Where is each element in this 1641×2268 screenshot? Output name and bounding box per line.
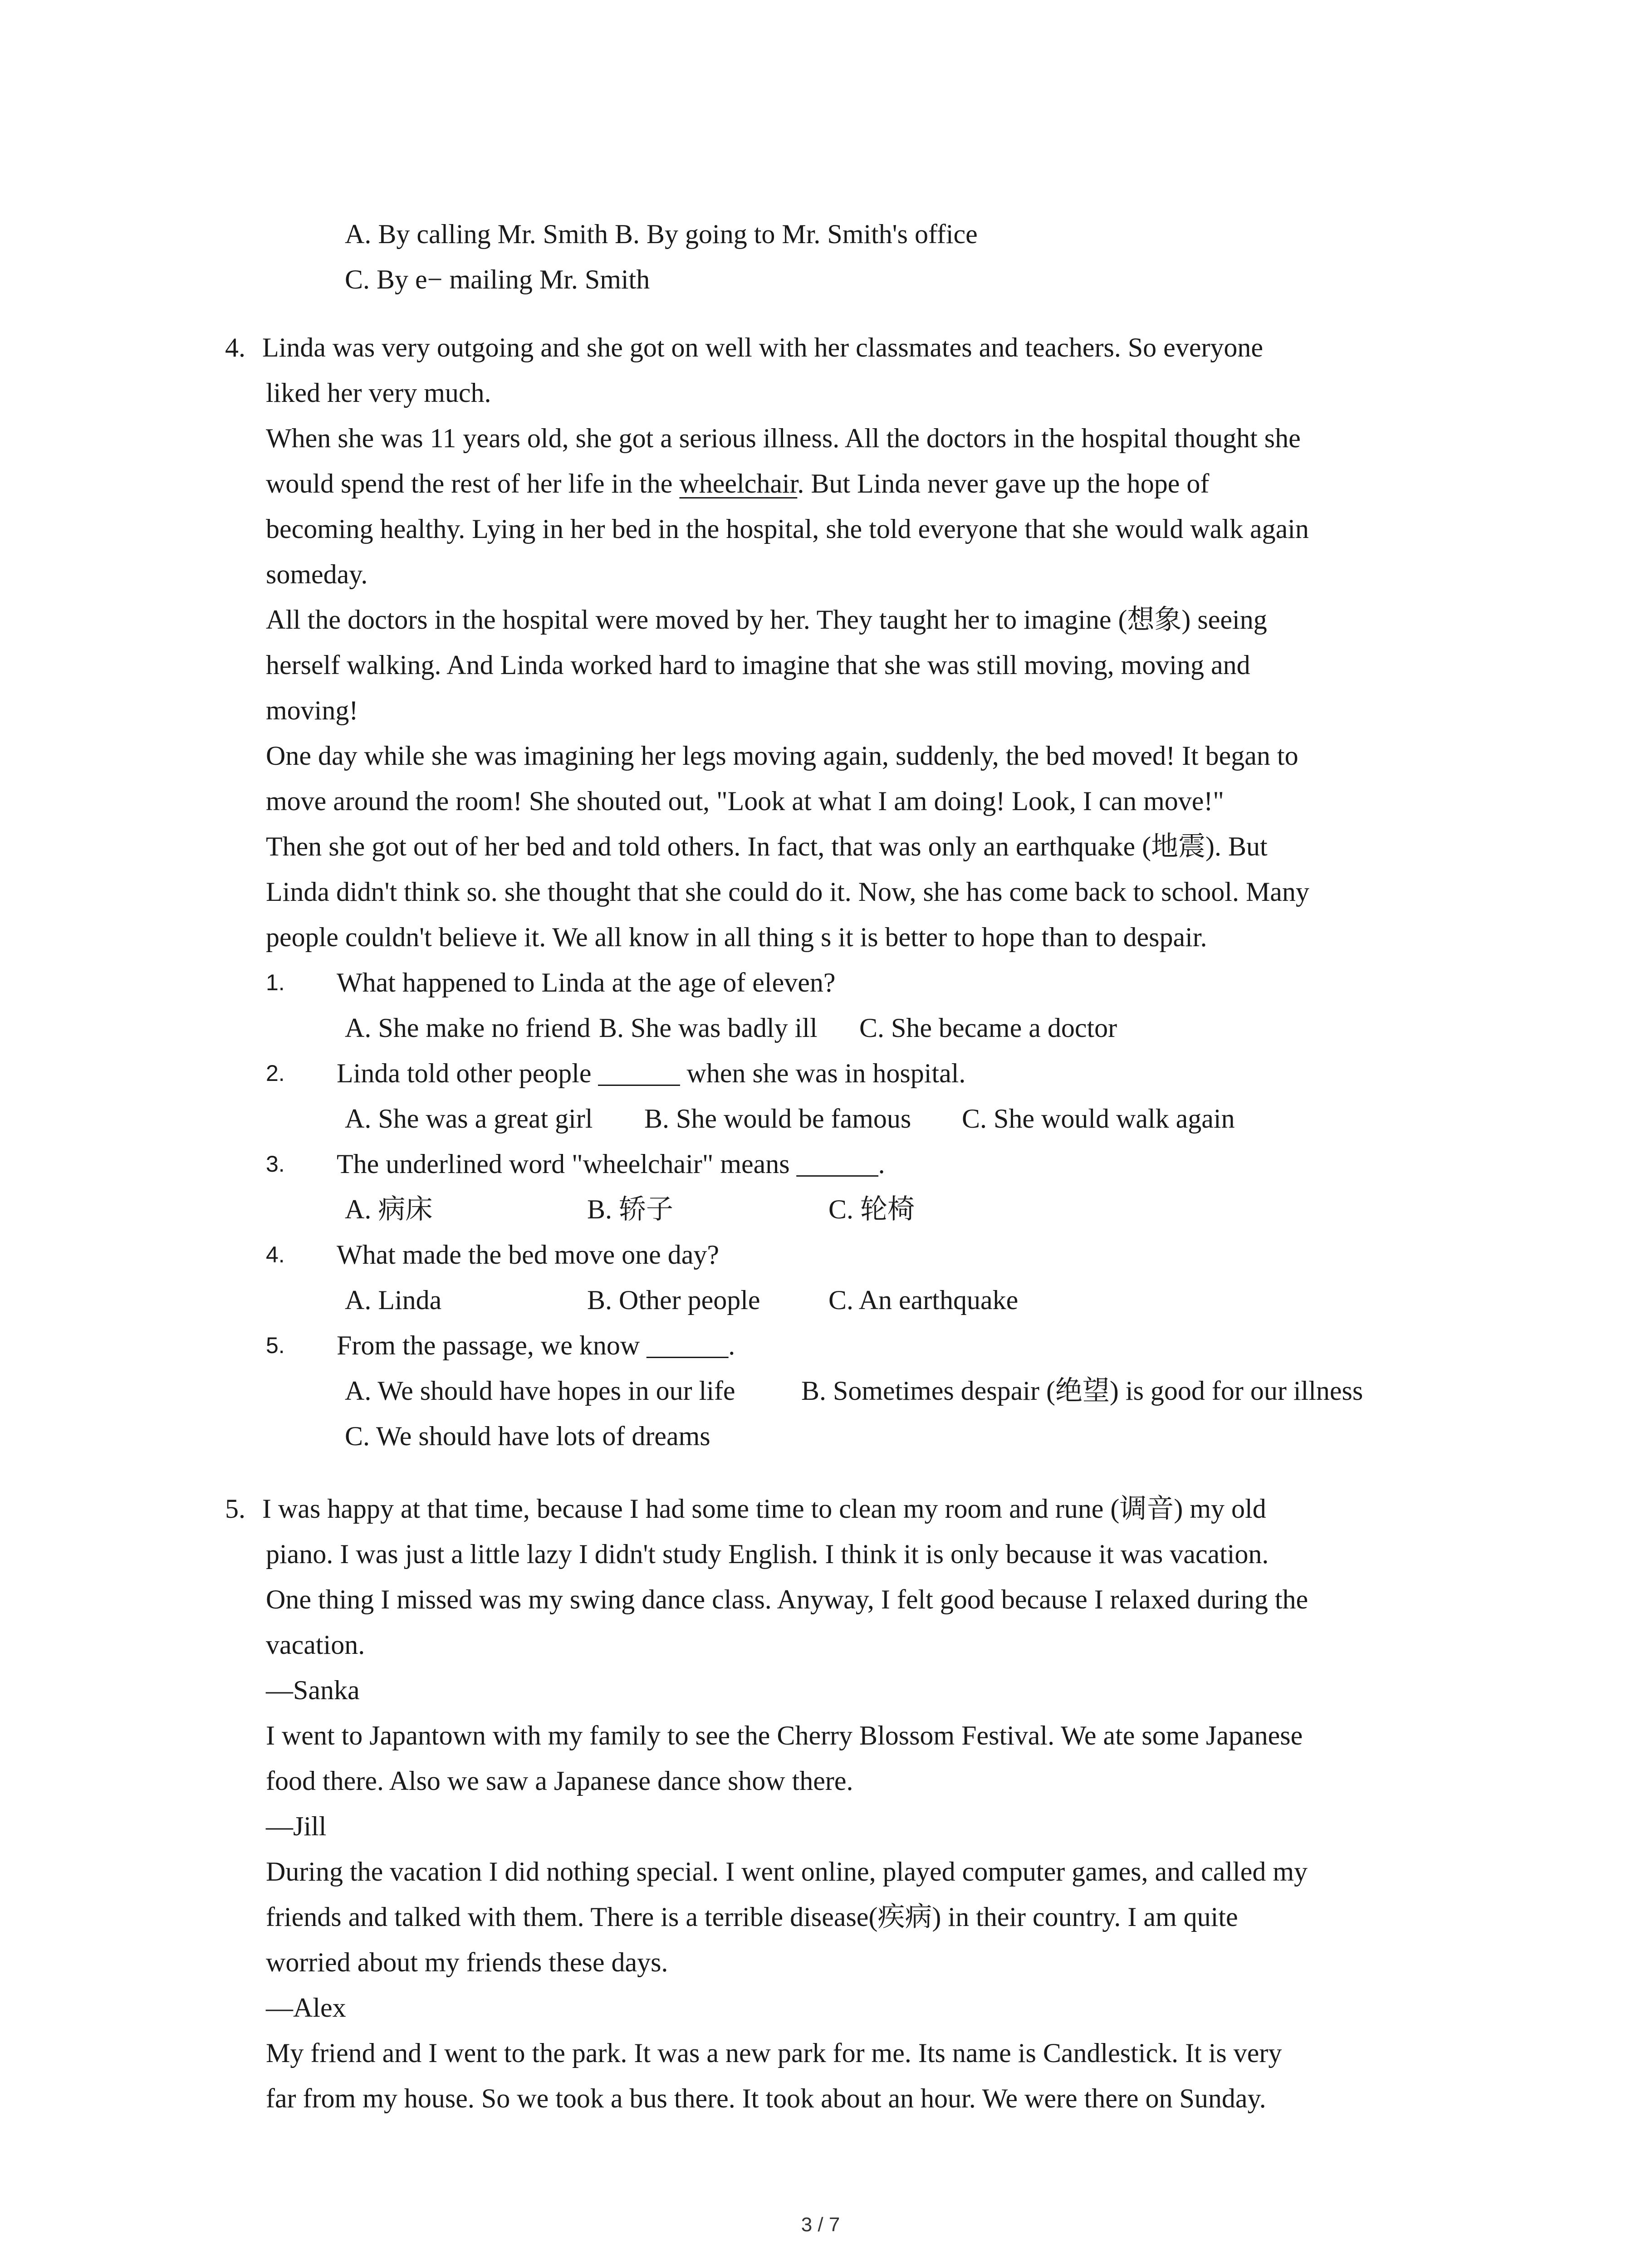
passage-line: move around the room! She shouted out, "Look at what I am doing! Look, I can move!" [266, 786, 1224, 816]
passage-line: people couldn't believe it. We all know in all thing s it is better to hope than to despair. [266, 922, 1207, 952]
signature: —Alex [266, 1993, 346, 2023]
sub-question-number: 4. [266, 1242, 285, 1267]
option: C. 轮椅 [828, 1194, 915, 1224]
option: C. An earthquake [828, 1285, 1019, 1315]
option: B. Other people [587, 1285, 760, 1315]
prev-options-line-2: C. By e− mailing Mr. Smith [345, 264, 650, 294]
page-number: 3 / 7 [801, 2214, 840, 2236]
passage-line: When she was 11 years old, she got a serious illness. All the doctors in the hospital thought she [266, 423, 1301, 453]
passage-line: moving! [266, 695, 358, 725]
option: B. 轿子 [587, 1194, 674, 1224]
sub-question-text: What made the bed move one day? [337, 1240, 719, 1270]
signature: —Jill [266, 1811, 327, 1841]
option: A. Linda [345, 1285, 442, 1315]
sub-question-text: Linda told other people ______ when she was in hospital. [337, 1058, 966, 1088]
passage-line: One day while she was imagining her legs moving again, suddenly, the bed moved! It began to [266, 741, 1298, 771]
sub-question-text: What happened to Linda at the age of eleven? [337, 968, 836, 997]
passage-line: liked her very much. [266, 378, 491, 408]
passage-line: Linda didn't think so. she thought that she could do it. Now, she has come back to school. Many [266, 877, 1309, 907]
question-number: 5. [225, 1494, 245, 1524]
option: C. She would walk again [962, 1104, 1235, 1134]
option: A. 病床 [345, 1194, 433, 1224]
passage-text: . But Linda never gave up the hope of [797, 469, 1210, 499]
option: C. She became a doctor [859, 1013, 1117, 1043]
signature: —Sanka [266, 1675, 360, 1705]
passage-line: One thing I missed was my swing dance class. Anyway, I felt good because I relaxed during the [266, 1584, 1308, 1614]
passage-line: vacation. [266, 1630, 365, 1660]
passage-line: piano. I was just a little lazy I didn't study English. I think it is only because it was vacation. [266, 1539, 1269, 1569]
passage-line: someday. [266, 559, 368, 589]
passage-line [266, 467, 1209, 500]
passage-text: would spend the rest of her life in the [266, 469, 680, 499]
passage-line: worried about my friends these days. [266, 1947, 668, 1977]
option: B. She would be famous [644, 1104, 911, 1134]
sub-question-number: 3. [266, 1151, 285, 1177]
option: B. She was badly ill [599, 1013, 818, 1043]
option: A. We should have hopes in our life [345, 1376, 735, 1406]
option: B. Sometimes despair (绝望) is good for our illness [801, 1376, 1363, 1406]
sub-question-text: The underlined word "wheelchair" means ______. [337, 1149, 885, 1179]
passage-line: friends and talked with them. There is a terrible disease(疾病) in their country. I am quite [266, 1902, 1238, 1932]
question-number: 4. [225, 332, 245, 362]
underlined-word: wheelchair [679, 469, 798, 499]
prev-options-line-1: A. By calling Mr. Smith B. By going to Mr. Smith's office [345, 219, 978, 249]
passage-line: food there. Also we saw a Japanese dance show there. [266, 1766, 853, 1796]
option: C. We should have lots of dreams [345, 1421, 710, 1451]
sub-question-number: 2. [266, 1061, 285, 1086]
passage-line: Linda was very outgoing and she got on well with her classmates and teachers. So everyone [262, 332, 1264, 362]
passage-line: herself walking. And Linda worked hard to imagine that she was still moving, moving and [266, 650, 1250, 680]
passage-line: Then she got out of her bed and told others. In fact, that was only an earthquake (地震). But [266, 831, 1268, 861]
sub-question-number: 5. [266, 1333, 285, 1358]
passage-line: I was happy at that time, because I had some time to clean my room and rune (调音) my old [262, 1494, 1266, 1524]
sub-question-text: From the passage, we know ______. [337, 1330, 735, 1360]
passage-line: far from my house. So we took a bus there. It took about an hour. We were there on Sunday. [266, 2083, 1266, 2113]
option: A. She was a great girl [345, 1104, 593, 1134]
passage-line: During the vacation I did nothing special. I went online, played computer games, and called my [266, 1857, 1308, 1887]
passage-line: I went to Japantown with my family to see the Cherry Blossom Festival. We ate some Japanese [266, 1721, 1303, 1750]
passage-line: becoming healthy. Lying in her bed in the hospital, she told everyone that she would walk again [266, 514, 1309, 544]
passage-line: My friend and I went to the park. It was a new park for me. Its name is Candlestick. It is very [266, 2038, 1282, 2068]
passage-line: All the doctors in the hospital were moved by her. They taught her to imagine (想象) seeing [266, 605, 1267, 635]
option: A. She make no friend [345, 1013, 591, 1043]
sub-question-number: 1. [266, 970, 285, 995]
